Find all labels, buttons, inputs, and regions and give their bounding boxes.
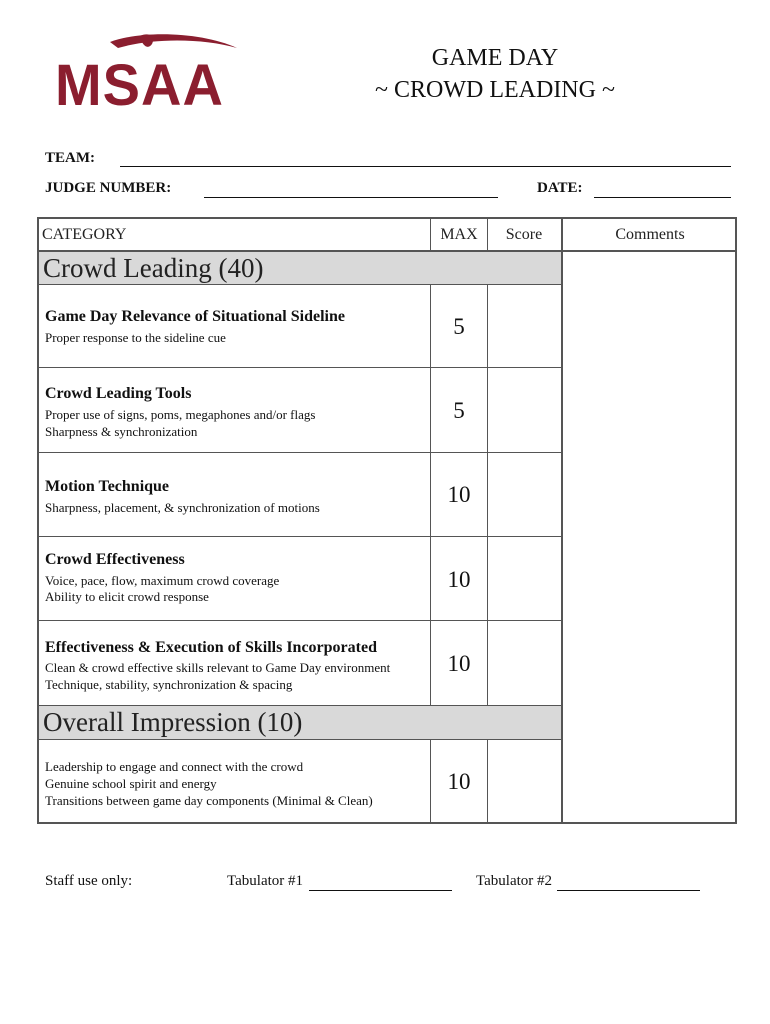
item-title: Effectiveness & Execution of Skills Incorporated (45, 639, 377, 656)
comments-box[interactable] (563, 252, 735, 822)
item-title: Motion Technique (45, 478, 170, 495)
header-comments: Comments (615, 226, 685, 243)
item-max: 10 (447, 769, 471, 794)
team-label: TEAM: (45, 150, 95, 166)
section-title-overall-impression: Overall Impression (10) (43, 707, 303, 737)
tabulator-1-label: Tabulator #1 (227, 873, 304, 889)
item-max: 10 (447, 482, 471, 507)
item-desc: Proper response to the sideline cue (45, 330, 226, 345)
item-max: 10 (447, 651, 471, 676)
date-field[interactable] (594, 197, 731, 198)
score-cell[interactable] (488, 453, 560, 536)
item-desc: Leadership to engage and connect with the crowd (45, 759, 304, 774)
date-label: DATE: (537, 180, 583, 196)
item-desc: Transitions between game day components (Minimal & Clean) (45, 793, 373, 808)
item-desc: Sharpness & synchronization (45, 424, 198, 439)
item-desc: Ability to elicit crowd response (45, 589, 209, 604)
score-cell[interactable] (488, 740, 560, 822)
item-desc: Sharpness, placement, & synchronization of motions (45, 500, 320, 515)
item-title: Game Day Relevance of Situational Sideline (45, 308, 345, 325)
team-field[interactable] (120, 166, 731, 167)
msaa-logo-text: MSAA (55, 51, 224, 118)
item-desc: Proper use of signs, poms, megaphones and/or flags (45, 407, 316, 422)
header-max: MAX (440, 226, 478, 243)
header-score: Score (505, 226, 543, 243)
score-cell[interactable] (488, 368, 560, 452)
header-category: CATEGORY (42, 226, 127, 243)
item-desc: Technique, stability, synchronization & spacing (45, 677, 293, 692)
item-title: Crowd Effectiveness (45, 551, 185, 568)
judge-number-field[interactable] (204, 197, 498, 198)
score-cell[interactable] (488, 285, 560, 367)
item-title: Crowd Leading Tools (45, 385, 192, 402)
title-line-2: ~ CROWD LEADING ~ (375, 77, 615, 103)
item-desc: Clean & crowd effective skills relevant to Game Day environment (45, 660, 391, 675)
item-desc: Voice, pace, flow, maximum crowd coverage (45, 573, 280, 588)
score-cell[interactable] (488, 537, 560, 620)
staff-use-label: Staff use only: (45, 873, 133, 889)
judge-number-label: JUDGE NUMBER: (45, 180, 172, 196)
item-desc: Genuine school spirit and energy (45, 776, 217, 791)
tabulator-2-label: Tabulator #2 (476, 873, 553, 889)
title-line-1: GAME DAY (431, 45, 559, 71)
item-max: 10 (447, 567, 471, 592)
item-max: 5 (453, 398, 465, 423)
section-title-crowd-leading: Crowd Leading (40) (43, 253, 264, 283)
score-table (37, 217, 737, 824)
page-title (345, 42, 645, 106)
tabulator-2-field[interactable] (557, 890, 700, 891)
tabulator-1-field[interactable] (309, 890, 452, 891)
item-max: 5 (453, 314, 465, 339)
score-cell[interactable] (488, 621, 560, 705)
